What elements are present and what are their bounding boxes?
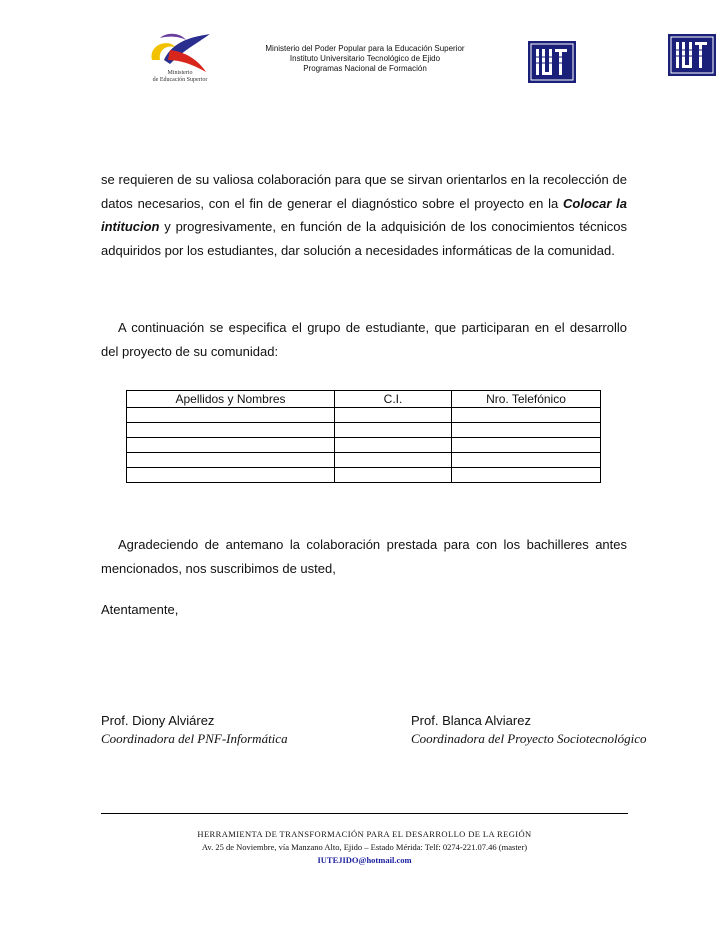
letterhead-text [230,44,500,74]
table-cell[interactable] [335,453,452,468]
signatory-role: Coordinadora del PNF-Informática [101,731,288,746]
table-row [127,408,601,423]
closing-salutation: Atentamente, [101,602,179,617]
paragraph-text: Agradeciendo de antemano la colaboración prestada para con los bachilleres antes mencionados, nos suscribimos de usted, [101,537,627,576]
signatory-name: Prof. Blanca Alviarez [411,713,531,728]
signature-right [411,712,647,748]
signature-left [101,712,288,748]
institution-placeholder: Colocar la intitucion [101,195,628,234]
ministerio-logo [140,30,220,86]
table-cell[interactable] [335,468,452,483]
table-cell[interactable] [452,453,601,468]
iut-logo [668,34,716,76]
table-row [127,453,601,468]
table-cell[interactable] [452,423,601,438]
table-cell[interactable] [127,468,335,483]
table-cell[interactable] [127,423,335,438]
table-row [127,468,601,483]
table-cell[interactable] [452,438,601,453]
letterhead-line: Ministerio del Poder Popular para la Educación Superior [265,44,465,53]
table-cell[interactable] [335,423,452,438]
iut-logo-graphic [528,41,576,83]
paragraph-text: A continuación se especifica el grupo de estudiante, que participaran en el desarrollo del proyecto de su comunidad: [101,320,627,359]
students-table [126,390,601,483]
footer-divider [101,813,628,814]
footer-email-link[interactable]: IUTEJIDO@hotmail.com [317,855,412,865]
table-row [127,423,601,438]
body-paragraph-3 [101,533,627,580]
table-cell[interactable] [335,438,452,453]
letterhead-line: Programas Nacional de Formación [303,64,427,73]
table-cell[interactable] [452,408,601,423]
footer [101,828,628,867]
footer-line: Av. 25 de Noviembre, vía Manzano Alto, Ejido – Estado Mérida: Telf: 0274-221.07.46 (master) [201,842,528,852]
body-paragraph-1 [101,168,627,262]
body-paragraph-2 [101,316,627,363]
letterhead-line: Instituto Universitario Tecnológico de Ejido [289,54,441,63]
table-cell[interactable] [127,453,335,468]
signatory-role: Coordinadora del Proyecto Sociotecnológico [411,731,647,746]
table-cell[interactable] [127,408,335,423]
table-cell[interactable] [335,408,452,423]
footer-line: HERRAMIENTA DE TRANSFORMACIÓN PARA EL DESARROLLO DE LA REGIÓN [197,829,532,839]
iut-logo [528,41,576,83]
ministerio-logo-line: Ministerio [167,70,193,76]
signatory-name: Prof. Diony Alviárez [101,713,215,728]
paragraph-text: se requieren de su valiosa colaboración para que se sirvan orientarlos en la recolección de datos necesarios, con el fin de generar el diagnóstico sobre el proyecto en la [101,172,627,211]
iut-logo-graphic [668,34,716,76]
table-header-row [127,391,601,408]
table-cell[interactable] [452,468,601,483]
paragraph-text: y progresivamente, en función de la adquisición de los conocimientos técnicos adquiridos por los estudiantes, dar solución a necesidades informáticas de la comunidad. [101,219,627,258]
column-header: C.I. [335,391,452,408]
table-row [127,438,601,453]
ministerio-logo-line: de Educación Superior [152,77,208,83]
column-header: Nro. Telefónico [452,391,601,408]
table-cell[interactable] [127,438,335,453]
column-header: Apellidos y Nombres [127,391,335,408]
